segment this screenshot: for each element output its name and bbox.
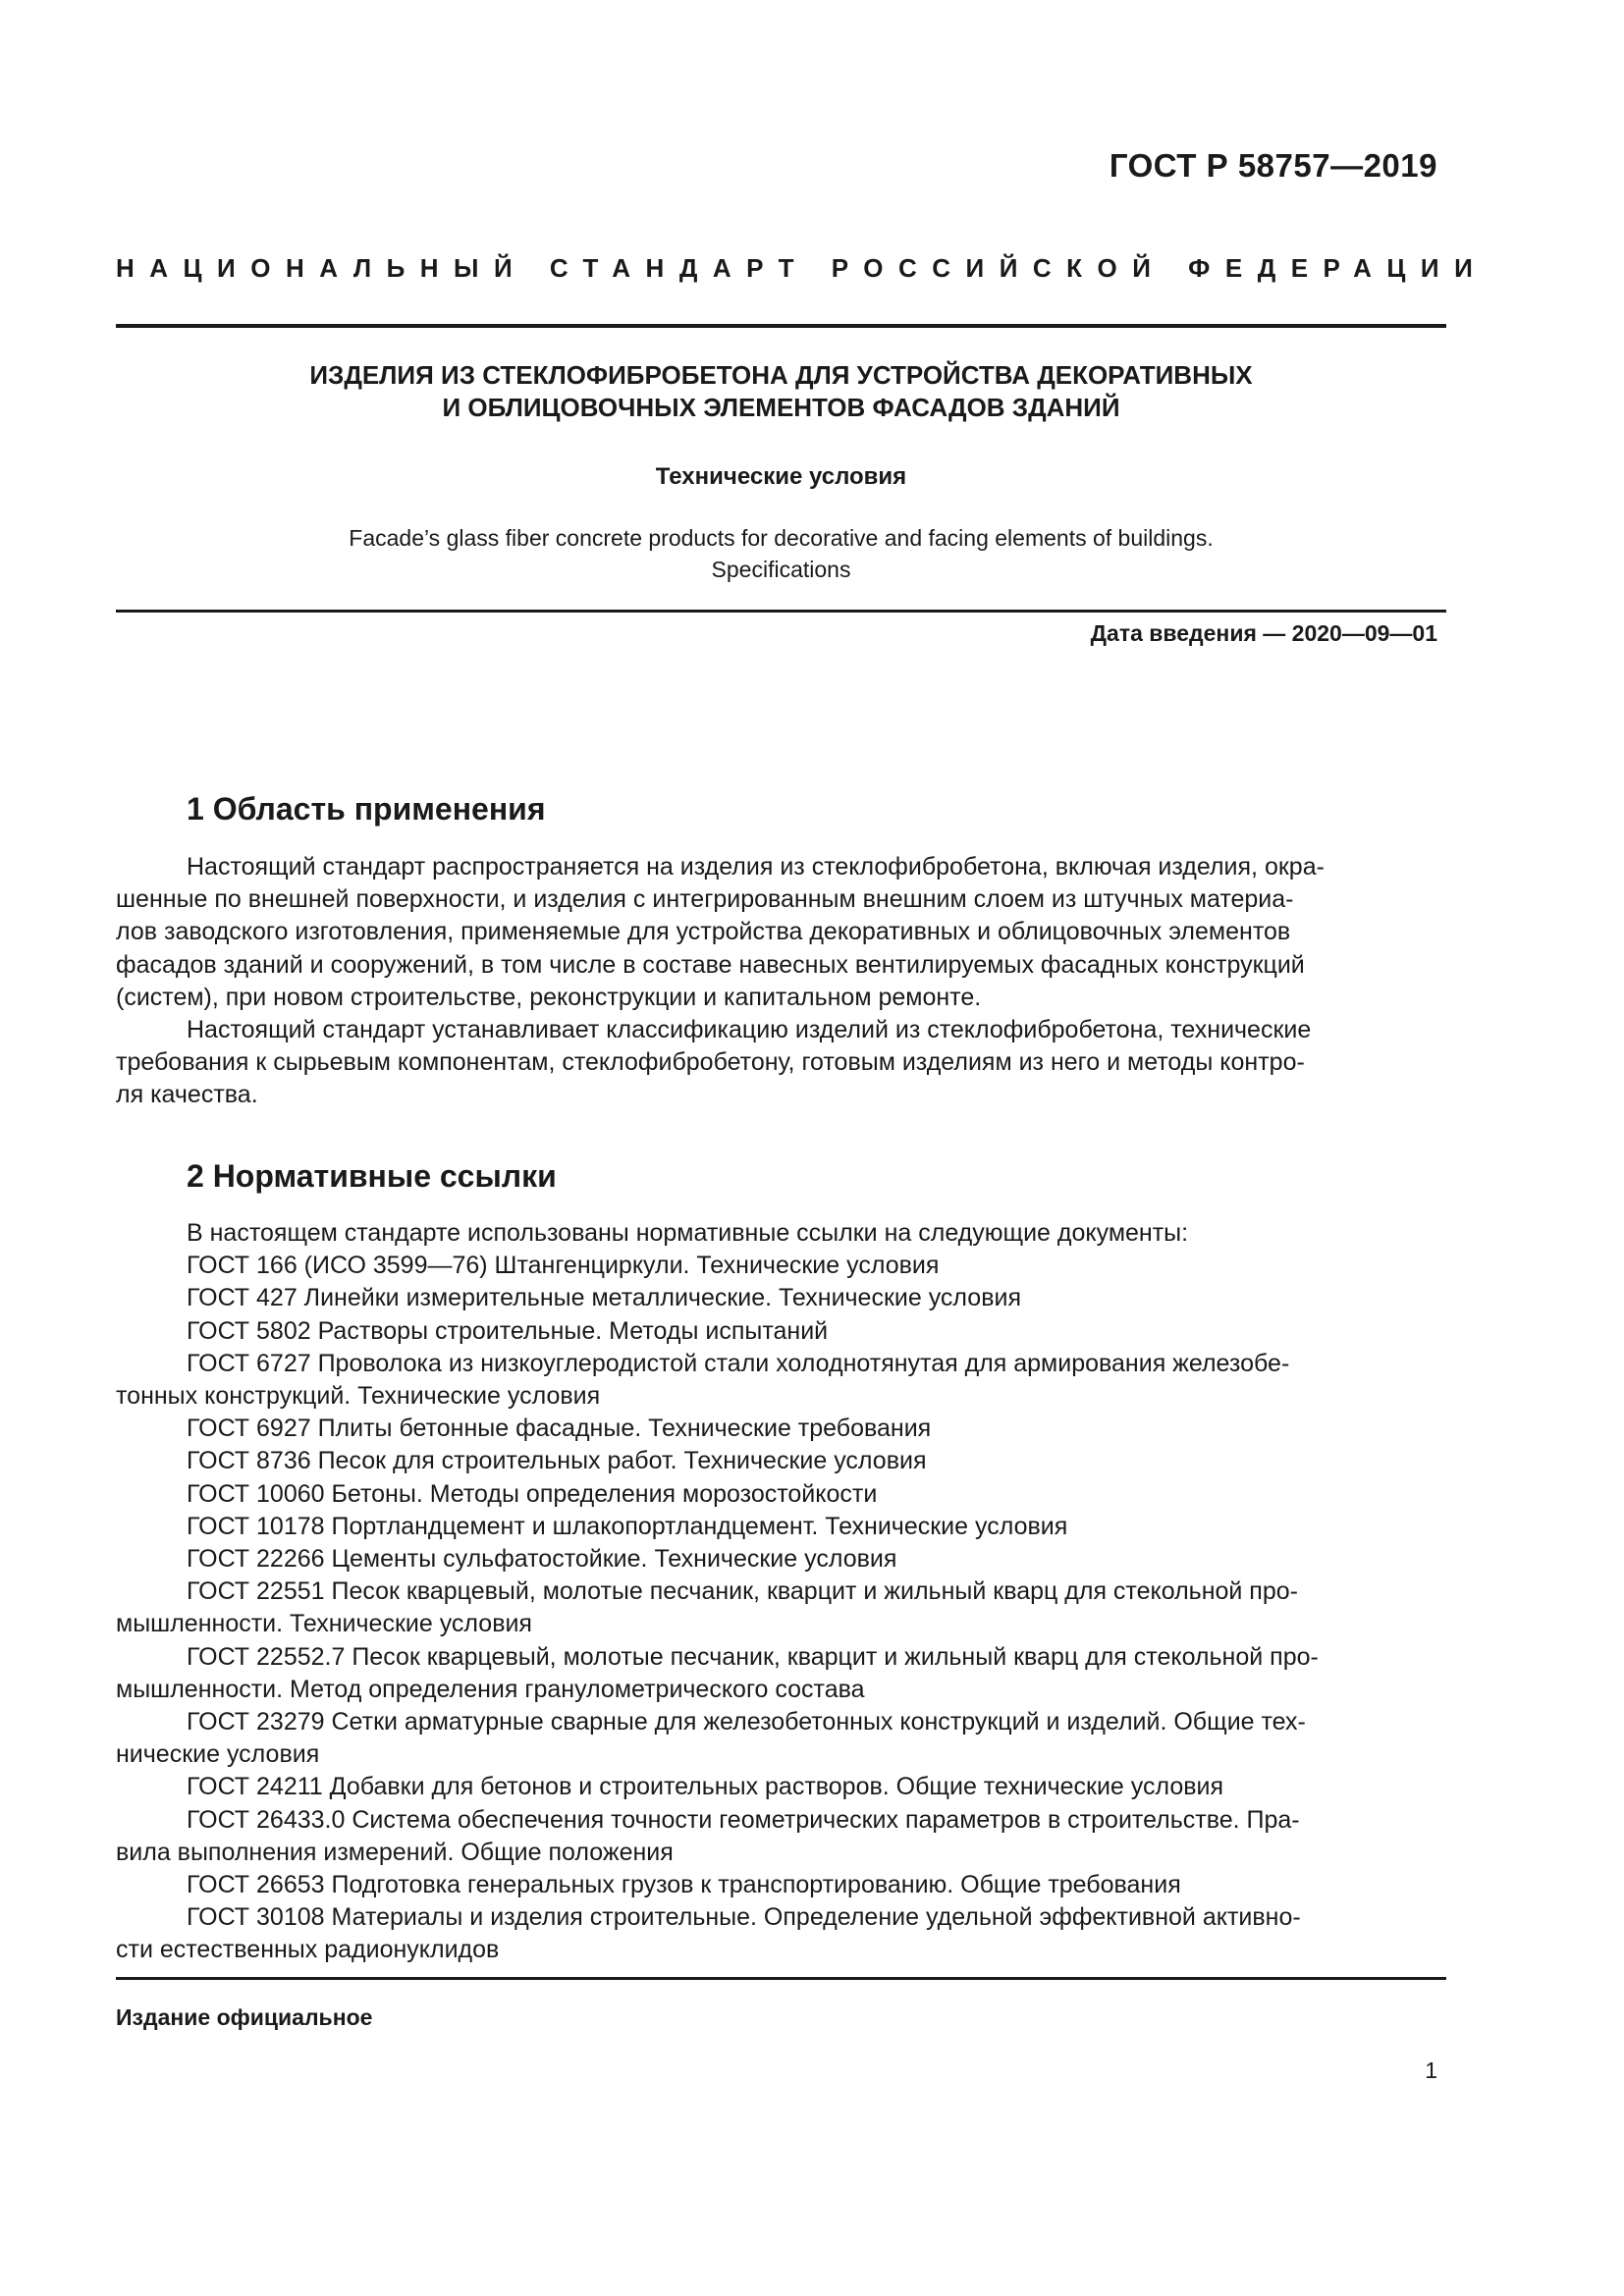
edition-label: Издание официальное	[116, 2004, 373, 2030]
reference-item	[116, 1641, 1446, 1706]
reference-item	[116, 1869, 1446, 1901]
paragraph-line: В настоящем стандарте использованы нормативные ссылки на следующие документы:	[187, 1219, 1189, 1247]
reference-line: ГОСТ 10178 Портландцемент и шлакопортландцемент. Технические условия	[187, 1512, 1068, 1540]
reference-items	[116, 1250, 1446, 1966]
standard-code: ГОСТ Р 58757—2019	[1109, 147, 1437, 184]
reference-line: ГОСТ 6927 Плиты бетонные фасадные. Технические требования	[187, 1415, 932, 1443]
paragraph	[116, 1217, 1446, 1250]
reference-line: ГОСТ 26653 Подготовка генеральных грузов к транспортированию. Общие требования	[187, 1871, 1181, 1899]
reference-item	[116, 1543, 1446, 1575]
reference-item	[116, 1901, 1446, 1966]
title-divider	[116, 610, 1446, 613]
national-standard-banner: НАЦИОНАЛЬНЫЙ СТАНДАРТ РОССИЙСКОЙ ФЕДЕРАЦИИ	[116, 253, 1489, 283]
references-list	[116, 1217, 1446, 1967]
document-subtitle: Технические условия	[655, 463, 907, 490]
paragraph-line: требования к сырьевым компонентам, стеклофибробетону, готовым изделиям из него и методы контро-	[116, 1048, 1305, 1077]
english-title	[116, 522, 1446, 585]
paragraph	[116, 1014, 1446, 1112]
reference-line: тонных конструкций. Технические условия	[116, 1382, 601, 1411]
reference-line: ГОСТ 30108 Материалы и изделия строительные. Определение удельной эффективной активно-	[187, 1903, 1301, 1932]
paragraph	[116, 851, 1446, 1014]
reference-item	[116, 1348, 1446, 1413]
english-title-line: Facade’s glass fiber concrete products for decorative and facing elements of buildings.	[349, 525, 1214, 551]
paragraph-line: ля качества.	[116, 1081, 258, 1109]
english-title-line: Specifications	[711, 557, 851, 582]
reference-line: ГОСТ 5802 Растворы строительные. Методы испытаний	[187, 1316, 829, 1345]
section-heading: 2 Нормативные ссылки	[187, 1158, 557, 1194]
footer-divider	[116, 1977, 1446, 1980]
paragraph-line: (систем), при новом строительстве, реконструкции и капитальном ремонте.	[116, 983, 982, 1011]
paragraph-line: лов заводского изготовления, применяемые для устройства декоративных и облицовочных элементов	[116, 918, 1291, 946]
reference-line: сти естественных радионуклидов	[116, 1936, 500, 1964]
reference-item	[116, 1315, 1446, 1348]
paragraph-line: Настоящий стандарт распространяется на изделия из стеклофибробетона, включая изделия, окра-	[187, 853, 1325, 881]
reference-line: ГОСТ 166 (ИСО 3599—76) Штангенциркули. Технические условия	[187, 1252, 940, 1280]
reference-item	[116, 1804, 1446, 1869]
reference-line: мышленности. Метод определения гранулометрического состава	[116, 1675, 865, 1703]
reference-line: вила выполнения измерений. Общие положения	[116, 1838, 674, 1866]
title-line: ИЗДЕЛИЯ ИЗ СТЕКЛОФИБРОБЕТОНА ДЛЯ УСТРОЙСТВА ДЕКОРАТИВНЫХ	[309, 360, 1253, 390]
title-line: И ОБЛИЦОВОЧНЫХ ЭЛЕМЕНТОВ ФАСАДОВ ЗДАНИЙ	[442, 393, 1120, 422]
paragraph-line: Настоящий стандарт устанавливает классификацию изделий из стеклофибробетона, технические	[187, 1016, 1312, 1044]
section-body	[116, 851, 1446, 1112]
reference-line: ГОСТ 6727 Проволока из низкоуглеродистой стали холоднотянутая для армирования железобе-	[187, 1349, 1290, 1377]
reference-line: ГОСТ 26433.0 Система обеспечения точности геометрических параметров в строительстве. Пра-	[187, 1805, 1300, 1834]
reference-line: ГОСТ 22266 Цементы сульфатостойкие. Технические условия	[187, 1545, 897, 1574]
reference-line: ГОСТ 23279 Сетки арматурные сварные для железобетонных конструкций и изделий. Общие тех-	[187, 1708, 1306, 1736]
reference-item	[116, 1575, 1446, 1640]
paragraph-line: шенные по внешней поверхности, и изделия с интегрированным внешним слоем из штучных материа-	[116, 885, 1294, 914]
introduction-date: Дата введения — 2020—09—01	[1090, 620, 1437, 646]
document-title	[116, 359, 1446, 424]
reference-line: мышленности. Технические условия	[116, 1610, 532, 1638]
reference-line: ГОСТ 8736 Песок для строительных работ. Технические условия	[187, 1447, 927, 1475]
reference-line: ГОСТ 22552.7 Песок кварцевый, молотые песчаник, кварцит и жильный кварц для стекольной про-	[187, 1642, 1319, 1671]
paragraph-line: фасадов зданий и сооружений, в том числе в составе навесных вентилируемых фасадных конструкций	[116, 950, 1305, 979]
reference-item	[116, 1413, 1446, 1445]
reference-item	[116, 1250, 1446, 1282]
section-heading: 1 Область применения	[187, 791, 546, 827]
header-divider	[116, 324, 1446, 328]
reference-item	[116, 1706, 1446, 1771]
reference-item	[116, 1771, 1446, 1803]
reference-line: ГОСТ 24211 Добавки для бетонов и строительных растворов. Общие технические условия	[187, 1773, 1224, 1801]
reference-item	[116, 1445, 1446, 1477]
reference-line: нические условия	[116, 1740, 320, 1769]
reference-item	[116, 1511, 1446, 1543]
reference-item	[116, 1282, 1446, 1314]
reference-item	[116, 1478, 1446, 1511]
page-number: 1	[1425, 2057, 1437, 2083]
reference-line: ГОСТ 427 Линейки измерительные металлические. Технические условия	[187, 1284, 1021, 1312]
reference-line: ГОСТ 10060 Бетоны. Методы определения морозостойкости	[187, 1479, 878, 1508]
reference-line: ГОСТ 22551 Песок кварцевый, молотые песчаник, кварцит и жильный кварц для стекольной про-	[187, 1577, 1298, 1606]
